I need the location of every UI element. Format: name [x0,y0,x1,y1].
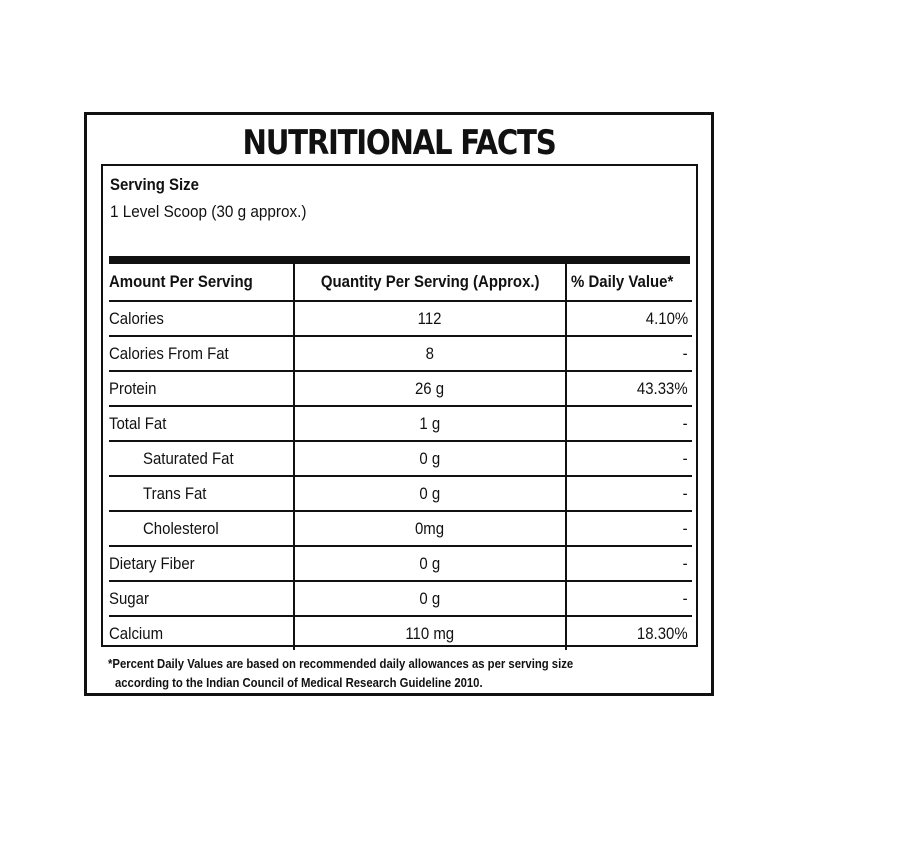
nutrient-name: Trans Fat [109,476,294,511]
quantity-value: 0mg [294,511,566,546]
column-header-daily-value: % Daily Value* [566,264,692,301]
divider-bar [109,256,690,264]
column-header-amount: Amount Per Serving [109,264,294,301]
daily-value: 4.10% [566,301,692,336]
table-row [109,581,692,616]
quantity-value: 26 g [294,371,566,406]
table-row [109,441,692,476]
table-header-row [109,264,692,301]
column-header-quantity: Quantity Per Serving (Approx.) [294,264,566,301]
footnote [108,654,665,692]
quantity-value: 1 g [294,406,566,441]
nutrient-name: Saturated Fat [109,441,294,476]
table-row [109,511,692,546]
daily-value: - [566,546,692,581]
daily-value: - [566,511,692,546]
quantity-value: 0 g [294,581,566,616]
daily-value: - [566,441,692,476]
nutrient-name: Calories [109,301,294,336]
table-row [109,406,692,441]
daily-value: 43.33% [566,371,692,406]
daily-value: - [566,476,692,511]
nutrient-name: Cholesterol [109,511,294,546]
footnote-line-1: *Percent Daily Values are based on recommended daily allowances as per serving size [108,656,574,671]
quantity-value: 112 [294,301,566,336]
nutrient-name: Total Fat [109,406,294,441]
quantity-value: 0 g [294,546,566,581]
nutrient-name: Dietary Fiber [109,546,294,581]
table-row [109,476,692,511]
daily-value: - [566,581,692,616]
serving-size-value: 1 Level Scoop (30 g approx.) [110,202,307,221]
daily-value: - [566,336,692,371]
table-row [109,336,692,371]
daily-value: - [566,406,692,441]
table-row [109,371,692,406]
table-row [109,301,692,336]
nutrition-table [109,264,692,650]
quantity-value: 110 mg [294,616,566,650]
serving-size-label: Serving Size [110,175,199,194]
footnote-line-2: according to the Indian Council of Medical Research Guideline 2010. [114,675,483,690]
nutrient-name: Calcium [109,623,164,643]
daily-value: 18.30% [637,623,688,643]
nutrient-name: Calories From Fat [109,336,294,371]
nutrient-name: Sugar [109,581,294,616]
quantity-value: 8 [294,336,566,371]
nutrient-name: Protein [109,371,294,406]
nutrition-panel [101,164,698,647]
quantity-value: 0 g [294,476,566,511]
nutrition-label [84,112,714,696]
label-title: NUTRITIONAL FACTS [242,123,556,163]
table-row [109,546,692,581]
quantity-value: 0 g [294,441,566,476]
table-row [109,616,692,650]
